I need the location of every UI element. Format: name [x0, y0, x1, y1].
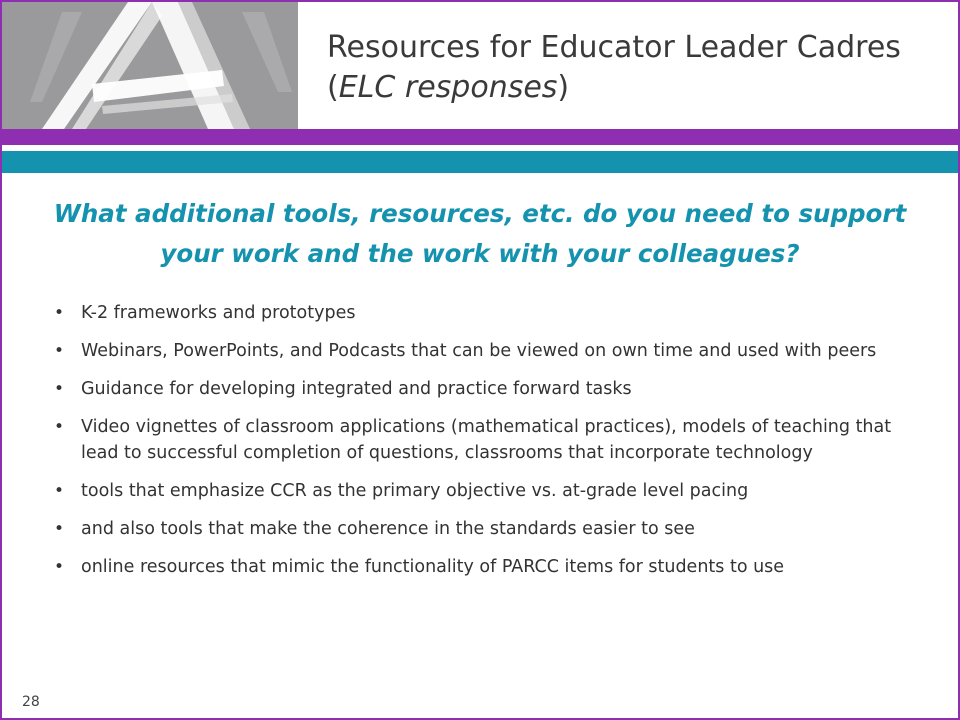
bullet-dot-icon: •: [54, 379, 65, 399]
bullet-text: online resources that mimic the functionality of PARCC items for students to use: [81, 557, 785, 577]
stylized-a-logo-icon: [2, 2, 298, 129]
logo: [2, 2, 298, 129]
bullet-item: [54, 376, 914, 402]
bullet-dot-icon: •: [54, 481, 65, 501]
purple-divider-band: [2, 129, 958, 145]
page-number: 28: [22, 694, 40, 710]
bullet-text: Webinars, PowerPoints, and Podcasts that can be viewed on own time and used with peers: [81, 341, 877, 361]
bullet-item: [54, 554, 914, 580]
bullet-dot-icon: •: [54, 519, 65, 539]
bullet-text: Video vignettes of classroom applications (mathematical practices), models of teaching that lead to successful completion of questions, classrooms that incorporate technology: [81, 417, 892, 463]
slide-title: [327, 28, 947, 108]
title-paren-close: ): [557, 70, 570, 105]
slide-title-line1: Resources for Educator Leader Cadres: [327, 30, 901, 65]
question-heading: What additional tools, resources, etc. do you need to support your work and the work with your colleagues?: [53, 199, 907, 268]
bullet-dot-icon: •: [54, 303, 65, 323]
bullet-dot-icon: •: [54, 417, 65, 437]
bullet-item: [54, 516, 914, 542]
bullet-item: [54, 338, 914, 364]
bullet-text: Guidance for developing integrated and practice forward tasks: [81, 379, 632, 399]
bullet-text: K-2 frameworks and prototypes: [81, 303, 356, 323]
title-paren-open: (: [327, 70, 339, 105]
bullet-list: [54, 300, 914, 592]
slide-title-line2: [327, 68, 947, 108]
bullet-item: [54, 478, 914, 504]
bullet-text: tools that emphasize CCR as the primary objective vs. at-grade level pacing: [81, 481, 749, 501]
bullet-text: and also tools that make the coherence in the standards easier to see: [81, 519, 695, 539]
title-italic-part: ELC responses: [338, 70, 558, 105]
bullet-item: [54, 414, 914, 466]
bullet-item: [54, 300, 914, 326]
teal-divider-band: [2, 151, 958, 173]
bullet-dot-icon: •: [54, 557, 65, 577]
bullet-dot-icon: •: [54, 341, 65, 361]
